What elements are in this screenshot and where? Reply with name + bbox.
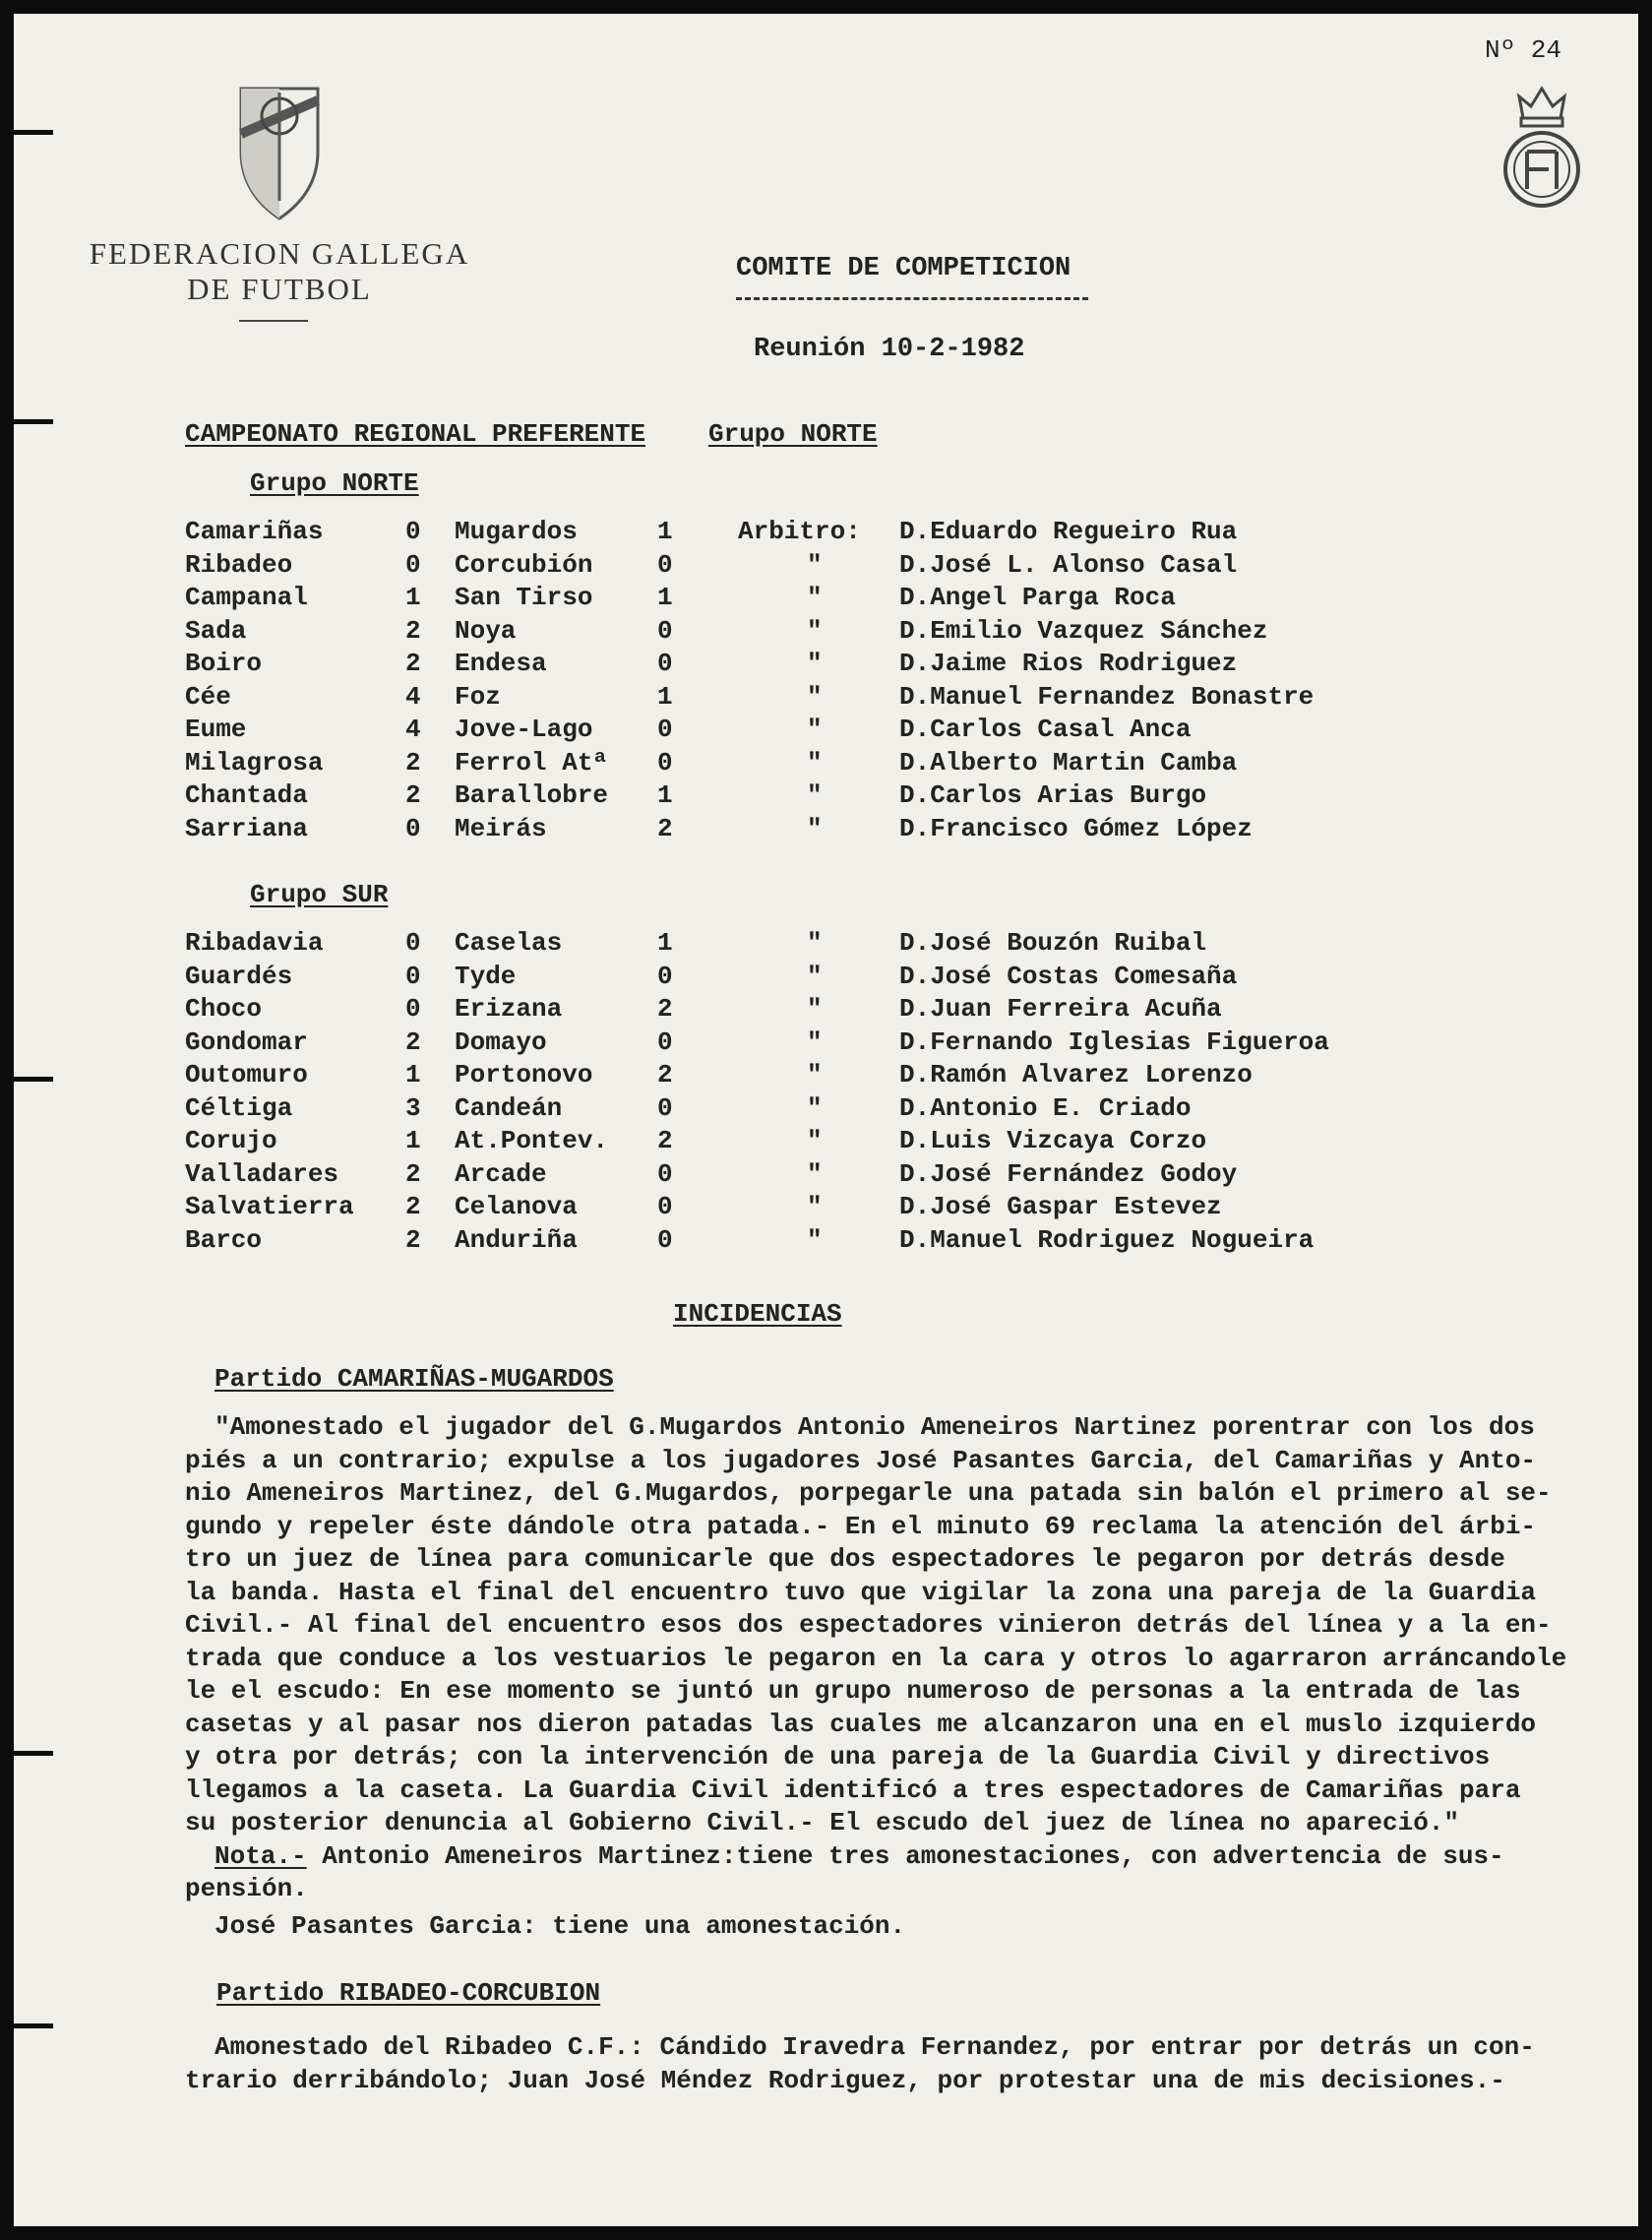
punch-hole <box>14 2023 53 2028</box>
document-page: Nº 24 FEDERACION GALLEGA DE FUTBOL COMITE DE COMPETICION Reunión 10-2-1982 CAMPEONATO REGIONAL PREFERENTE Grupo NORTE Grupo NORTE Camariñas 0 Mugardos 1 Arbitro: D.Eduardo Regueiro Rua Ribadeo 0 Corcubión 0 " D.José L. Alonso Casal Campanal 1 San Tirso 1 " D.Angel Parga Roca Sada 2 Noya 0 " D.Emilio Vazquez Sánchez Boiro 2 Endesa 0 " D.Jaime Rios Rodriguez Cée 4 Foz 1 " D.Manuel Fernandez Bonastre Eume 4 Jove-Lago 0 " D.Carlos Casal Anca Milagrosa 2 Ferrol Atª 0 " D.Alberto Martin Camba Chantada 2 Barallobre 1 " D.Carlos Arias Burgo Sarriana 0 Meirás 2 " D.Francisco Gómez López Grupo SUR Ribadavia 0 Caselas 1 " D.José Bouzón Ruibal Guardés 0 Tyde 0 " D.José Costas Comesaña Choco 0 Erizana 2 " D.Juan Ferreira Acuña Gondomar 2 Domayo 0 " D.Fernando Iglesias Figueroa Outomuro 1 Portonovo 2 " D.Ramón Alvarez Lorenzo Céltiga 3 Candeán 0 " D.Antonio E. Criado Corujo 1 At.Pontev. 2 " D.Luis Vizcaya Corzo Valladares 2 Arcade 0 " D.José Fernández Godoy Salvatierra 2 Celanova 0 " D.José Gaspar Estevez Barco 2 Anduriña 0 " D.Manuel Rodriguez Nogueira INCIDENCIAS Partido CAMARIÑAS-MUGARDOS "Amonestado el jugador del G.Mugardos Antonio Ameneiros Nartinez porentrar con los dos piés a un contrario; expulse a los jugadores José Pasantes Garcia, del Camariñas y Anto- nio Ameneiros Martinez, del G.Mugardos, porpegarle una patada sin balón el primero al se- gundo y repeler éste dándole otra patada.- En el minuto 69 reclama la atención del árbi- tro un juez de línea para comunicarle que dos espectadores le pegaron por detrás desde la banda. Hasta el final del encuentro tuvo que vigilar la zona una pareja de la Guardia Civil.- Al final del encuentro esos dos espectadores vinieron detrás del línea y a la en- trada que conduce a los vestuarios le pegaron en la cara y otros lo agarraron arráncandole le el escudo: En ese momento se juntó un grupo numeroso de personas a la entrada de las casetas y al pasar nos dieron patadas las cuales me alcanzaron una en el muslo izquierdo y otra por detrás; con la intervención de una pareja de la Guardia Civil y directivos llegamos a la caseta. La Guardia Civil identificó a tres espectadores de Camariñas para su posterior denuncia al Gobierno Civil.- El escudo del juez de línea no apareció." Nota.- Antonio Ameneiros Martinez:tiene tres amonestaciones, con advertencia de sus- pensión. José Pasantes Garcia: tiene una amonestación. Partido RIBADEO-CORCUBION Amonestado del Ribadeo C.F.: Cándido Iravedra Fernandez, por entrar por detrás un con- trario derribándolo; Juan José Méndez Rodriguez, por protestar una de mis decisiones.- <box>14 14 1638 2226</box>
note-label: Nota.- <box>214 1840 307 1871</box>
punch-hole <box>14 130 53 135</box>
punch-hole <box>14 1077 53 1082</box>
federation-name: FEDERACION GALLEGA DE FUTBOL <box>89 236 470 306</box>
divider <box>239 320 308 322</box>
match2-title: Partido RIBADEO-CORCUBION <box>216 1978 601 2008</box>
crown-emblem-icon <box>1499 83 1584 211</box>
championship-group: Grupo NORTE <box>708 419 878 449</box>
group-norte-heading: Grupo NORTE <box>250 468 419 498</box>
committee-title: COMITE DE COMPETICION <box>736 254 1071 283</box>
title-underline <box>736 297 1088 300</box>
punch-hole <box>14 419 53 424</box>
match2-report: Amonestado del Ribadeo C.F.: Cándido Iravedra Fernandez, por entrar por detrás un con- trario derribándolo; Juan José Méndez Rodriguez, por protestar una de mis decisiones.- <box>185 2032 1535 2095</box>
meeting-date: Reunión 10-2-1982 <box>754 335 1025 364</box>
championship-title: CAMPEONATO REGIONAL PREFERENTE <box>185 419 646 449</box>
federation-shield-logo <box>235 83 324 222</box>
punch-hole <box>14 1751 53 1756</box>
match1-title: Partido CAMARIÑAS-MUGARDOS <box>214 1364 614 1394</box>
group-sur-heading: Grupo SUR <box>250 880 389 909</box>
match1-report: "Amonestado el jugador del G.Mugardos Antonio Ameneiros Nartinez porentrar con los dos piés a un contrario; expulse a los jugadores José Pasantes Garcia, del Camariñas y Anto- nio Ameneiros Martinez, del G.Mugardos, porpegarle una patada sin balón el primero al se- gundo y repeler éste dándole otra patada.- En el minuto 69 reclama la atención del árbi- tro un juez de línea para comunicarle que dos espectadores le pegaron por detrás desde la banda. Hasta el final del encuentro tuvo que vigilar la zona una pareja de la Guardia Civil.- Al final del encuentro esos dos espectadores vinieron detrás del línea y a la en- trada que conduce a los vestuarios le pegaron en la cara y otros lo agarraron arráncandole le el escudo: En ese momento se juntó un grupo numeroso de personas a la entrada de las casetas y al pasar nos dieron patadas las cuales me alcanzaron una en el muslo izquierdo y otra por detrás; con la intervención de una pareja de la Guardia Civil y directivos llegamos a la caseta. La Guardia Civil identificó a tres espectadores de Camariñas para su posterior denuncia al Gobierno Civil.- El escudo del juez de línea no apareció." Nota.- Antonio Ameneiros Martinez:tiene tres amonestaciones, con advertencia de sus- pensión. José Pasantes Garcia: tiene una amonestación. <box>185 1412 1567 1941</box>
page-number: Nº 24 <box>1485 35 1562 65</box>
incidents-heading: INCIDENCIAS <box>673 1299 842 1329</box>
